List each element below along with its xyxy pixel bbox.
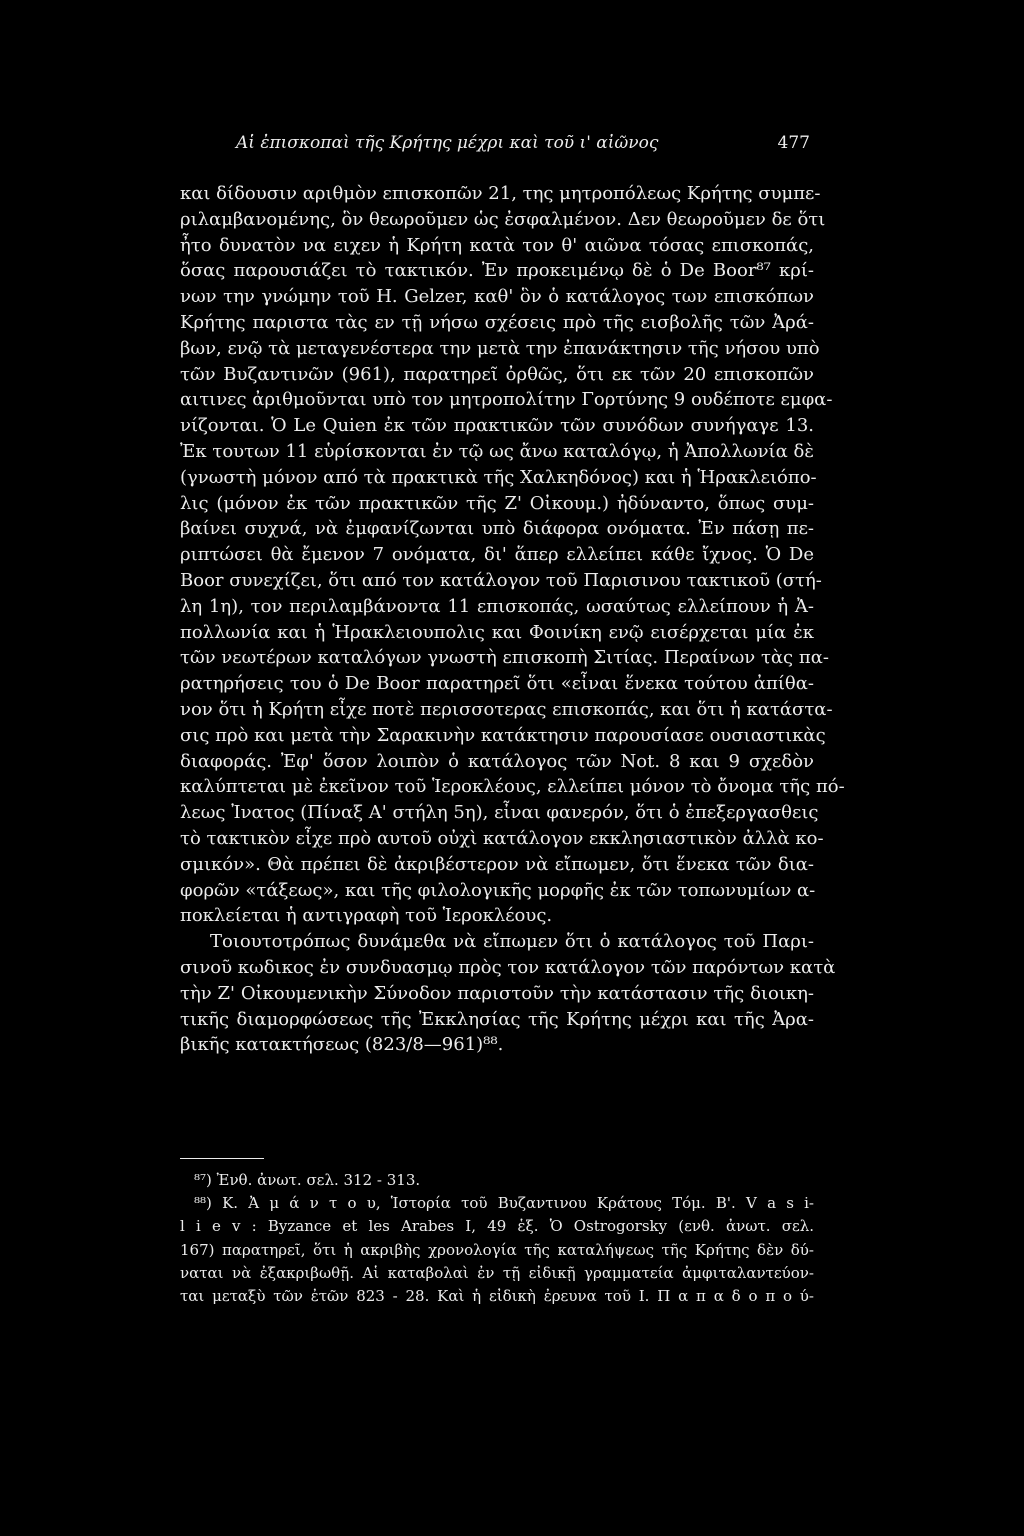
text-line: βαίνει συχνά, νὰ ἐμφανίζωνται υπὸ διάφορα ονόματα. Ἐν πάσῃ πε- xyxy=(180,518,814,540)
text-line: (γνωστὴ μόνον από τὰ πρακτικὰ τῆς Χαλκηδόνος) και ἡ Ἡρακλειόπο- xyxy=(180,466,817,488)
text-line: λη 1η), τον περιλαμβάνοντα 11 επισκοπάς, ωσαύτως ελλείπουν ἡ Ἀ- xyxy=(180,595,814,617)
text-line: νων την γνώμην τοῦ H. Gelzer, καθ' ὃν ὁ κατάλογος των επισκόπων xyxy=(180,286,814,308)
text-line: Boor συνεχίζει, ὅτι από τον κατάλογον τοῦ Παρισινου τακτικοῦ (στή- xyxy=(180,569,822,591)
text-line: τῶν Βυζαντινῶν (961), παρατηρεῖ ὀρθῶς, ὅτι εκ τῶν 20 επισκοπῶν xyxy=(180,363,814,385)
text-line: Τοιουτοτρόπως δυνάμεθα νὰ εἴπωμεν ὅτι ὁ κατάλογος τοῦ Παρι- xyxy=(210,931,814,953)
text-line: Κρήτης παριστα τὰς εν τῇ νήσω σχέσεις πρὸ τῆς εισβολῆς τῶν Ἀρά- xyxy=(180,311,814,333)
text-line: διαφοράς. Ἐφ' ὅσον λοιπὸν ὁ κατάλογος τῶν Not. 8 και 9 σχεδὸν xyxy=(180,750,814,772)
text-line: σμικόν». Θὰ πρέπει δὲ ἀκριβέστερον νὰ εἴπωμεν, ὅτι ἕνεκα τῶν δια- xyxy=(180,853,814,875)
footnote-line: l i e v : Byzance et les Arabes I, 49 ἑξ. Ὁ Ostrogorsky (ενθ. ἀνωτ. σελ. xyxy=(180,1217,814,1236)
text-line: αιτινες ἀριθμοῦνται υπὸ τον μητροπολίτην Γορτύνης 9 ουδέποτε εμφα- xyxy=(180,389,833,411)
page-number: 477 xyxy=(777,133,810,153)
text-line: πολλωνία και ἡ Ἡρακλειουπολις και Φοινίκη ενῷ εισέρχεται μία ἐκ xyxy=(180,621,814,643)
text-line: τὴν Ζ' Οἰκουμενικὴν Σύνοδον παριστοῦν τὴν κατάστασιν τῆς διοικη- xyxy=(180,982,814,1004)
text-line: τικῆς διαμορφώσεως τῆς Ἐκκλησίας τῆς Κρήτης μέχρι και τῆς Ἀρα- xyxy=(180,1008,814,1030)
text-line: σις πρὸ και μετὰ τὴν Σαρακινὴν κατάκτησιν παρουσίασε ουσιαστικὰς xyxy=(180,724,826,746)
text-line: τῶν νεωτέρων καταλόγων γνωστὴ επισκοπὴ Σιτίας. Περαίνων τὰς πα- xyxy=(180,647,829,669)
text-line: ἦτο δυνατὸν να ειχεν ἡ Κρήτη κατὰ τον θ' αιῶνα τόσας επισκοπάς, xyxy=(180,234,814,256)
text-line: τὸ τακτικὸν εἶχε πρὸ αυτοῦ οὐχὶ κατάλογον εκκλησιαστικὸν ἀλλὰ κο- xyxy=(180,827,824,849)
text-line: και δίδουσιν αριθμὸν επισκοπῶν 21, της μητροπόλεως Κρήτης συμπε- xyxy=(180,183,821,204)
text-line: νίζονται. Ὁ Le Quien ἐκ τῶν πρακτικῶν τῶν συνόδων συνήγαγε 13. xyxy=(180,415,814,437)
text-line: λις (μόνον ἐκ τῶν πρακτικῶν τῆς Ζ' Οἰκουμ.) ἠδύναντο, ὅπως συμ- xyxy=(180,492,814,514)
running-header xyxy=(180,128,814,158)
text-line: ριπτώσει θὰ ἔμενον 7 ονόματα, δι' ἅπερ ελλείπει κάθε ἴχνος. Ὁ De xyxy=(180,544,814,566)
text-line: ριλαμβανομένης, ὃν θεωροῦμεν ὡς ἐσφαλμένον. Δεν θεωροῦμεν δε ὅτι xyxy=(180,208,826,230)
footnote-line: 167) παρατηρεῖ, ὅτι ἡ ακριβὴς χρονολογία τῆς καταλήψεως τῆς Κρήτης δὲν δύ- xyxy=(180,1240,814,1259)
footnote-line: ⁸⁸) Κ. Ἀ μ ά ν τ ο υ, Ἱστορία τοῦ Βυζαντινου Κράτους Τόμ. Β'. V a s i- xyxy=(194,1194,814,1213)
text-line: βων, ενῷ τὰ μεταγενέστερα την μετὰ την ἐπανάκτησιν τῆς νήσου υπὸ xyxy=(180,337,820,359)
text-line: ρατηρήσεις του ὁ De Boor παρατηρεῖ ὅτι «εἶναι ἕνεκα τούτου ἀπίθα- xyxy=(180,673,814,695)
footnote-line: ται μεταξὺ τῶν ἐτῶν 823 - 28. Καὶ ἡ εἰδικὴ ἐρευνα τοῦ Ι. Π α π α δ ο π ο ύ- xyxy=(180,1286,814,1305)
text-line: βικῆς κατακτήσεως (823/8—961)⁸⁸. xyxy=(180,1034,504,1056)
text-line: σινοῦ κωδικος ἐν συνδυασμῳ πρὸς τον κατάλογον τῶν παρόντων κατὰ xyxy=(180,956,836,978)
text-line: καλύπτεται μὲ ἐκεῖνον τοῦ Ἱεροκλέους, ελλείπει μόνον τὸ ὄνομα τῆς πό- xyxy=(180,776,845,798)
text-line: Ἐκ τουτων 11 εὑρίσκονται ἐν τῷ ως ἄνω καταλόγῳ, ἡ Ἀπολλωνία δὲ xyxy=(180,440,814,462)
text-line: λεως Ἰνατος (Πίναξ Α' στήλη 5η), εἶναι φανερόν, ὅτι ὁ ἐπεξεργασθεις xyxy=(180,802,819,824)
text-line: ποκλείεται ἡ αντιγραφὴ τοῦ Ἱεροκλέους. xyxy=(180,905,553,927)
text-line: νον ὅτι ἡ Κρήτη εἶχε ποτὲ περισσοτερας επισκοπάς, και ὅτι ἡ κατάστα- xyxy=(180,698,833,720)
footnote-separator xyxy=(180,1158,264,1159)
main-text xyxy=(180,181,845,1058)
running-header-title: Αἱ ἐπισκοπαὶ τῆς Κρήτης μέχρι καὶ τοῦ ι' αἰῶνος xyxy=(236,133,659,153)
footnote-line: ⁸⁷) Ἐνθ. ἀνωτ. σελ. 312 - 313. xyxy=(194,1171,421,1189)
footnote-line: ναται νὰ ἐξακριβωθῇ. Αἱ καταβολαὶ ἐν τῇ εἰδικῇ γραμματεία ἀμφιταλαντεύον- xyxy=(180,1263,814,1282)
text-line: ὅσας παρουσιάζει τὸ τακτικόν. Ἐν προκειμένῳ δὲ ὁ De Boor⁸⁷ κρί- xyxy=(180,260,814,282)
text-line: φορῶν «τάξεως», και τῆς φιλολογικῆς μορφῆς ἐκ τῶν τοπωνυμίων α- xyxy=(180,879,816,901)
footnotes xyxy=(180,1169,814,1308)
